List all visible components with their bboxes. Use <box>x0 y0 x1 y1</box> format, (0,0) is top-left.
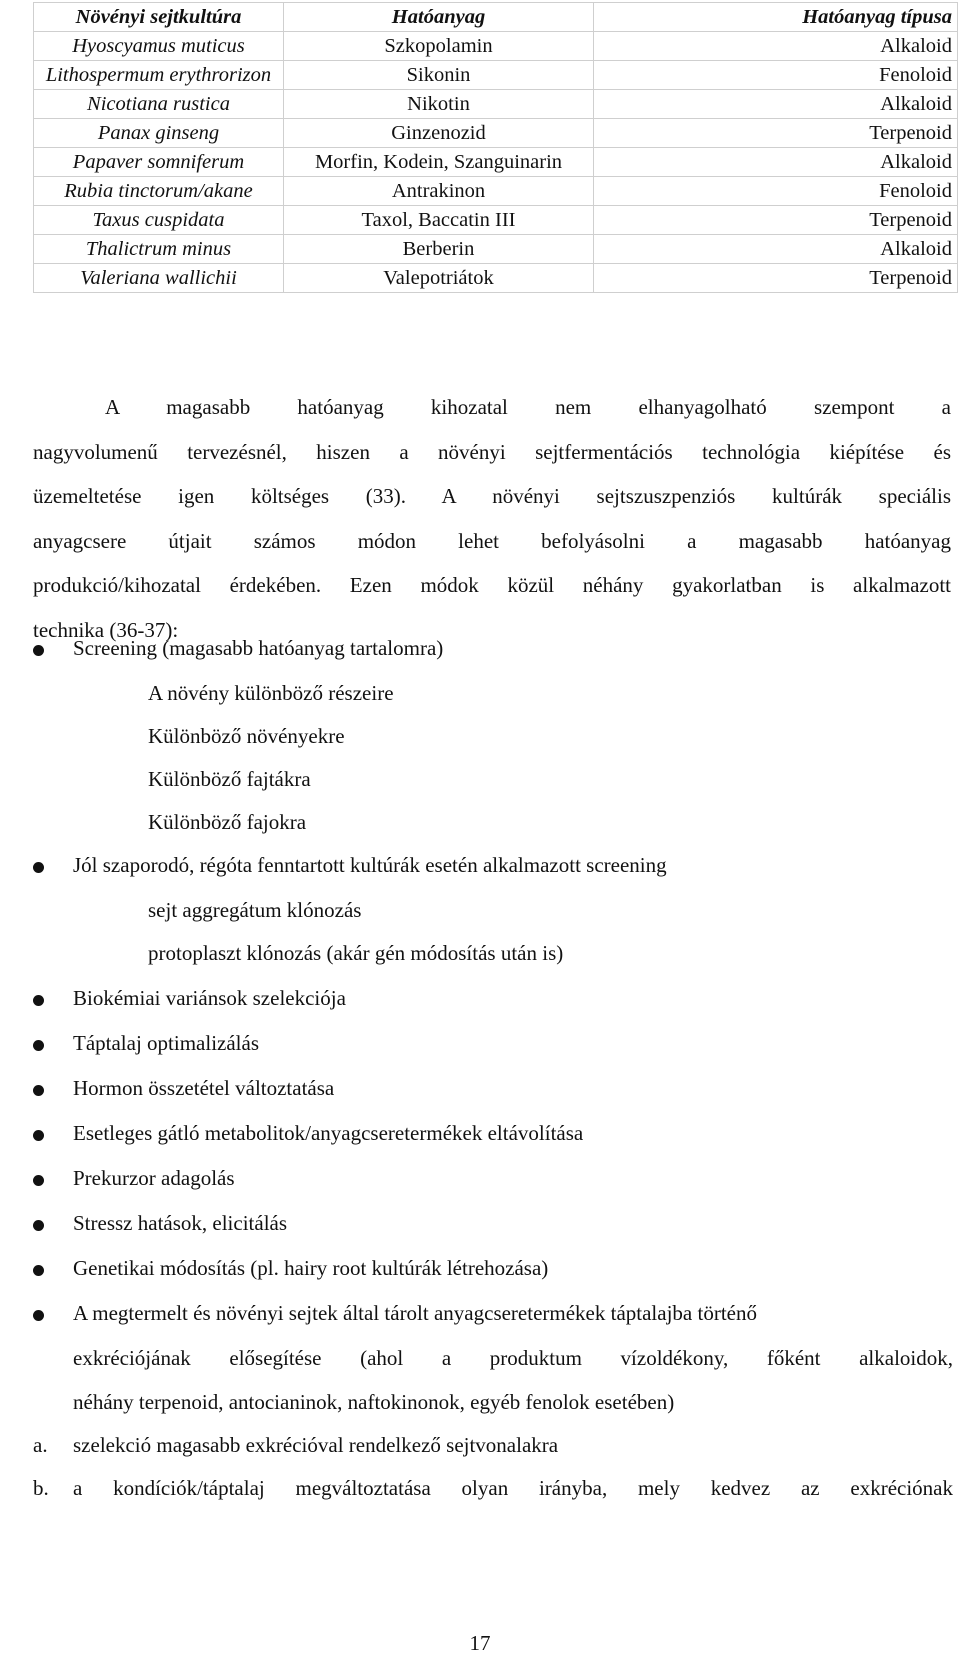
list-item <box>33 986 953 1016</box>
list-item <box>33 636 953 666</box>
table-row <box>34 61 958 90</box>
cell-culture: Taxus cuspidata <box>34 206 284 235</box>
table-row <box>34 206 958 235</box>
paragraph-line: technika (36-37): <box>33 617 179 642</box>
table-row <box>34 90 958 119</box>
paragraph-line: A magasabb hatóanyag kihozatal nem elhanyagolható szempont a <box>105 395 951 419</box>
paragraph-line: nagyvolumenű tervezésnél, hiszen a növényi sejtfermentációs technológia kiépítése és <box>33 439 951 464</box>
cell-compound: Szkopolamin <box>284 32 594 61</box>
list-item <box>33 1076 953 1106</box>
table-row <box>34 264 958 293</box>
list-item <box>33 853 953 883</box>
bullet-text: Prekurzor adagolás <box>73 1166 235 1190</box>
bullet-continuation: néhány terpenoid, antocianinok, naftokinonok, egyéb fenolok esetében) <box>73 1390 675 1414</box>
paragraph-line: anyagcsere útjait számos módon lehet befolyásolni a magasabb hatóanyag <box>33 528 951 553</box>
list-item <box>33 1211 953 1241</box>
bullet-icon <box>33 1040 44 1051</box>
cell-type: Fenoloid <box>594 61 958 90</box>
bullet-icon <box>33 862 44 873</box>
bullet-text: Genetikai módosítás (pl. hairy root kultúrák létrehozása) <box>73 1256 549 1280</box>
bullet-continuation: exkréciójának elősegítése (ahol a produktum vízoldékony, főként alkaloidok, <box>73 1346 953 1370</box>
cell-culture: Hyoscyamus muticus <box>34 32 284 61</box>
cell-type: Alkaloid <box>594 32 958 61</box>
sub-item: Különböző növényekre <box>148 724 345 748</box>
cell-culture: Lithospermum erythrorizon <box>34 61 284 90</box>
table-row <box>34 32 958 61</box>
bullet-icon <box>33 1265 44 1276</box>
cell-type: Alkaloid <box>594 148 958 177</box>
cell-compound: Taxol, Baccatin III <box>284 206 594 235</box>
table-row <box>34 148 958 177</box>
list-item <box>33 1301 953 1331</box>
table-header-row <box>34 3 958 32</box>
cell-compound: Nikotin <box>284 90 594 119</box>
page-number: 17 <box>469 1631 491 1655</box>
bullet-icon <box>33 1085 44 1096</box>
cell-culture: Thalictrum minus <box>34 235 284 264</box>
bullet-text: Stressz hatások, elicitálás <box>73 1211 288 1235</box>
cell-compound: Sikonin <box>284 61 594 90</box>
intro-paragraph <box>33 385 951 652</box>
table-row <box>34 119 958 148</box>
cell-culture: Panax ginseng <box>34 119 284 148</box>
bullet-text: Biokémiai variánsok szelekciója <box>73 986 346 1010</box>
cell-compound: Antrakinon <box>284 177 594 206</box>
cell-compound: Ginzenozid <box>284 119 594 148</box>
bullet-icon <box>33 1130 44 1141</box>
cell-type: Alkaloid <box>594 90 958 119</box>
list-item <box>33 1256 953 1286</box>
sub-item: protoplaszt klónozás (akár gén módosítás után is) <box>148 941 564 965</box>
header-culture: Növényi sejtkultúra <box>34 3 284 32</box>
list-item <box>33 1166 953 1196</box>
cell-culture: Papaver somniferum <box>34 148 284 177</box>
sub-item: A növény különböző részeire <box>148 681 394 705</box>
cell-type: Terpenoid <box>594 119 958 148</box>
bullet-text: Hormon összetétel változtatása <box>73 1076 335 1100</box>
paragraph-line: üzemeltetése igen költséges (33). A növényi sejtszuszpenziós kultúrák speciális <box>33 484 951 508</box>
cell-type: Terpenoid <box>594 206 958 235</box>
letter-marker: b. <box>33 1476 49 1500</box>
compound-table <box>33 2 958 293</box>
cell-culture: Nicotiana rustica <box>34 90 284 119</box>
bullet-text: Jól szaporodó, régóta fenntartott kultúrák esetén alkalmazott screening <box>73 853 667 877</box>
bullet-icon <box>33 1175 44 1186</box>
lettered-text: szelekció magasabb exkrécióval rendelkező sejtvonalakra <box>73 1433 559 1457</box>
list-item <box>33 1031 953 1061</box>
cell-compound: Morfin, Kodein, Szanguinarin <box>284 148 594 177</box>
sub-item: sejt aggregátum klónozás <box>148 898 362 922</box>
bullet-text: A megtermelt és növényi sejtek által tárolt anyagcseretermékek táptalajba történő <box>73 1301 757 1325</box>
cell-type: Terpenoid <box>594 264 958 293</box>
paragraph-line: produkció/kihozatal érdekében. Ezen módok közül néhány gyakorlatban is alkalmazott <box>33 573 951 597</box>
cell-type: Alkaloid <box>594 235 958 264</box>
cell-culture: Valeriana wallichii <box>34 264 284 293</box>
bullet-text: Táptalaj optimalizálás <box>73 1031 260 1055</box>
sub-item: Különböző fajtákra <box>148 767 311 791</box>
cell-compound: Valepotriátok <box>284 264 594 293</box>
list-item <box>33 1121 953 1151</box>
cell-compound: Berberin <box>284 235 594 264</box>
sub-item: Különböző fajokra <box>148 810 307 834</box>
bullet-text: Esetleges gátló metabolitok/anyagcseretermékek eltávolítása <box>73 1121 584 1145</box>
bullet-icon <box>33 995 44 1006</box>
cell-culture: Rubia tinctorum/akane <box>34 177 284 206</box>
letter-marker: a. <box>33 1433 48 1457</box>
bullet-icon <box>33 1310 44 1321</box>
header-type: Hatóanyag típusa <box>594 3 958 32</box>
header-compound: Hatóanyag <box>284 3 594 32</box>
table-row <box>34 177 958 206</box>
table-row <box>34 235 958 264</box>
bullet-text: Screening (magasabb hatóanyag tartalomra) <box>73 636 444 660</box>
bullet-icon <box>33 645 44 656</box>
cell-type: Fenoloid <box>594 177 958 206</box>
bullet-icon <box>33 1220 44 1231</box>
lettered-text: a kondíciók/táptalaj megváltoztatása olyan irányba, mely kedvez az exkréciónak <box>73 1476 953 1500</box>
